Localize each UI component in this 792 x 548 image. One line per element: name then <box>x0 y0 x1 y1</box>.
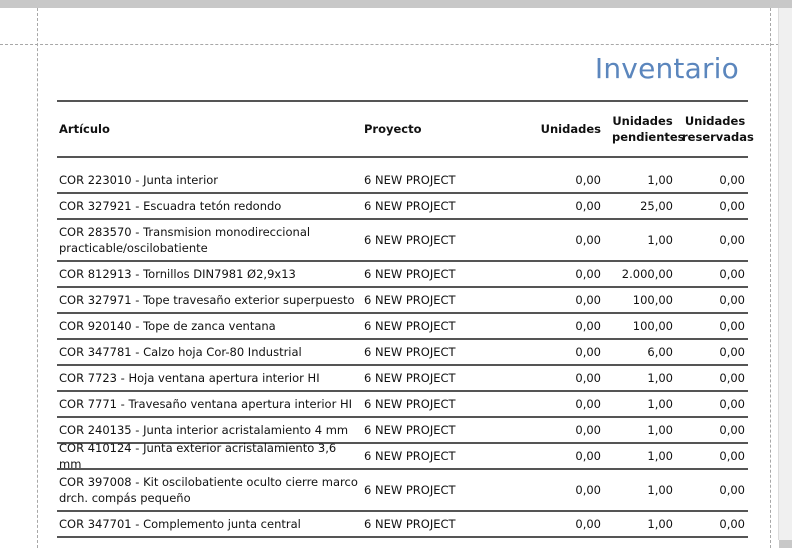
cell-unidades-reservadas: 0,00 <box>719 371 745 385</box>
cell-unidades: 0,00 <box>575 345 601 359</box>
cell-unidades: 0,00 <box>575 371 601 385</box>
cell-unidades-reservadas: 0,00 <box>719 345 745 359</box>
cell-proyecto: 6 NEW PROJECT <box>364 397 456 411</box>
cell-proyecto: 6 NEW PROJECT <box>364 345 456 359</box>
cell-unidades-reservadas: 0,00 <box>719 267 745 281</box>
header-unidades-reservadas <box>674 113 754 145</box>
cell-articulo: COR 347781 - Calzo hoja Cor-80 Industrial <box>59 345 302 359</box>
cell-unidades-pendientes: 100,00 <box>632 319 673 333</box>
cell-unidades: 0,00 <box>575 293 601 307</box>
cell-unidades-reservadas: 0,00 <box>719 319 745 333</box>
cell-proyecto: 6 NEW PROJECT <box>364 267 456 281</box>
header-spacer <box>57 158 748 168</box>
inventory-table <box>57 100 754 538</box>
cell-unidades: 0,00 <box>575 449 601 463</box>
header-articulo: Artículo <box>59 122 110 136</box>
cell-proyecto: 6 NEW PROJECT <box>364 233 456 247</box>
cell-proyecto: 6 NEW PROJECT <box>364 173 456 187</box>
cell-unidades-pendientes: 1,00 <box>647 517 673 531</box>
cell-unidades-pendientes: 2.000,00 <box>621 267 673 281</box>
table-row <box>57 288 748 314</box>
cell-unidades-pendientes: 6,00 <box>647 345 673 359</box>
table-row <box>57 441 748 471</box>
cell-articulo: COR 812913 - Tornillos DIN7981 Ø2,9x13 <box>59 267 296 281</box>
cell-unidades-reservadas: 0,00 <box>719 483 745 497</box>
header-unidades-pendientes <box>602 113 685 145</box>
header-reservadas-line1: Unidades <box>684 114 746 128</box>
cell-unidades: 0,00 <box>575 173 601 187</box>
cell-articulo: COR 327921 - Escuadra tetón redondo <box>59 199 282 213</box>
cell-unidades-pendientes: 25,00 <box>640 199 673 213</box>
table-row <box>57 168 748 194</box>
cell-articulo: COR 240135 - Junta interior acristalamiento 4 mm <box>59 423 349 437</box>
report-title: Inventario <box>594 52 739 85</box>
cell-unidades-pendientes: 1,00 <box>647 397 673 411</box>
table-row <box>57 220 748 262</box>
table-row <box>57 314 748 340</box>
cell-proyecto: 6 NEW PROJECT <box>364 293 456 307</box>
table-row <box>57 262 748 288</box>
cell-proyecto: 6 NEW PROJECT <box>364 319 456 333</box>
cell-articulo: COR 397008 - Kit oscilobatiente oculto cierre marco drch. compás pequeño <box>59 475 358 505</box>
cell-unidades-pendientes: 100,00 <box>632 293 673 307</box>
table-row <box>57 194 748 220</box>
cell-proyecto: 6 NEW PROJECT <box>364 449 456 463</box>
cell-articulo: COR 283570 - Transmision monodireccional practicable/oscilobatiente <box>59 225 311 255</box>
cell-unidades: 0,00 <box>575 319 601 333</box>
cell-unidades-pendientes: 1,00 <box>647 423 673 437</box>
cell-unidades-pendientes: 1,00 <box>647 371 673 385</box>
table-header <box>57 100 754 158</box>
cell-proyecto: 6 NEW PROJECT <box>364 371 456 385</box>
cell-articulo: COR 410124 - Junta exterior acristalamiento 3,6 mm <box>59 441 337 471</box>
margin-guide-left <box>37 8 38 548</box>
cell-unidades-reservadas: 0,00 <box>719 293 745 307</box>
cell-articulo: COR 347701 - Complemento junta central <box>59 517 301 531</box>
cell-unidades-reservadas: 0,00 <box>719 233 745 247</box>
cell-unidades: 0,00 <box>575 267 601 281</box>
table-row <box>57 512 748 538</box>
header-unidades: Unidades <box>540 122 601 136</box>
cell-articulo: COR 327971 - Tope travesaño exterior superpuesto <box>59 293 355 307</box>
cell-articulo: COR 920140 - Tope de zanca ventana <box>59 319 276 333</box>
cell-proyecto: 6 NEW PROJECT <box>364 423 456 437</box>
table-row <box>57 392 748 418</box>
report-page <box>0 8 779 548</box>
header-pendientes-line1: Unidades <box>612 114 673 128</box>
cell-unidades-reservadas: 0,00 <box>719 449 745 463</box>
header-pendientes-line2: pendientes <box>612 130 685 144</box>
cell-proyecto: 6 NEW PROJECT <box>364 517 456 531</box>
cell-unidades-reservadas: 0,00 <box>719 397 745 411</box>
cell-unidades: 0,00 <box>575 199 601 213</box>
table-row <box>57 470 748 512</box>
cell-articulo: COR 7771 - Travesaño ventana apertura interior HI <box>59 397 353 411</box>
cell-unidades-reservadas: 0,00 <box>719 423 745 437</box>
cell-unidades: 0,00 <box>575 233 601 247</box>
cell-proyecto: 6 NEW PROJECT <box>364 199 456 213</box>
cell-unidades: 0,00 <box>575 483 601 497</box>
header-reservadas-line2: reservadas <box>682 130 754 144</box>
margin-guide-top <box>0 44 779 45</box>
cell-unidades-reservadas: 0,00 <box>719 517 745 531</box>
vertical-scrollbar[interactable] <box>778 8 792 540</box>
table-row <box>57 340 748 366</box>
table-body <box>57 168 748 538</box>
table-row <box>57 366 748 392</box>
cell-unidades: 0,00 <box>575 517 601 531</box>
cell-unidades: 0,00 <box>575 397 601 411</box>
header-proyecto: Proyecto <box>364 122 422 136</box>
cell-proyecto: 6 NEW PROJECT <box>364 483 456 497</box>
cell-unidades-pendientes: 1,00 <box>647 483 673 497</box>
margin-guide-right <box>770 8 771 548</box>
cell-articulo: COR 223010 - Junta interior <box>59 173 219 187</box>
cell-articulo: COR 7723 - Hoja ventana apertura interior HI <box>59 371 320 385</box>
cell-unidades: 0,00 <box>575 423 601 437</box>
cell-unidades-pendientes: 1,00 <box>647 173 673 187</box>
cell-unidades-reservadas: 0,00 <box>719 199 745 213</box>
cell-unidades-pendientes: 1,00 <box>647 449 673 463</box>
cell-unidades-pendientes: 1,00 <box>647 233 673 247</box>
cell-unidades-reservadas: 0,00 <box>719 173 745 187</box>
